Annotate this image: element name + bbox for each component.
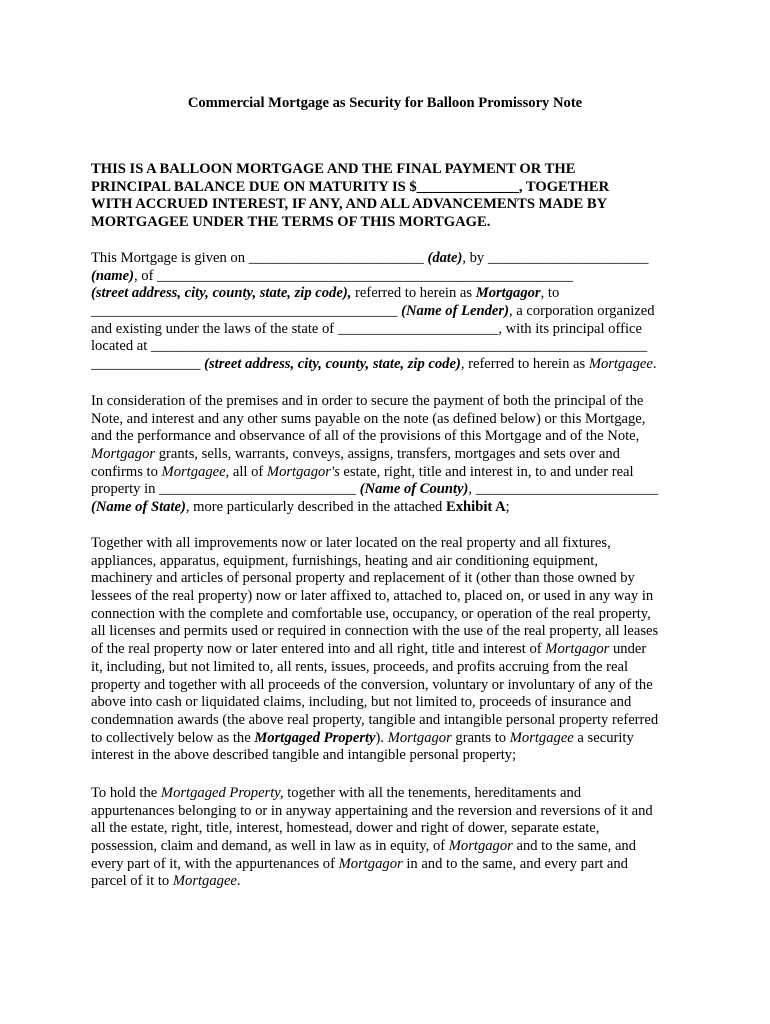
paragraph-line — [91, 268, 691, 286]
paragraph-line: condemnation awards (the above real property, tangible and intangible personal property referred — [91, 711, 659, 728]
parties-paragraph — [91, 250, 691, 374]
text-run: , by ______________________ — [462, 250, 649, 266]
address-label: (street address, city, county, state, zip code) — [204, 356, 461, 373]
paragraph-line — [91, 250, 691, 268]
paragraph-line — [91, 303, 691, 321]
paragraph-line — [91, 785, 691, 803]
notice-line: THIS IS A BALLOON MORTGAGE AND THE FINAL PAYMENT OR THE — [91, 161, 576, 177]
mortgagor-term: Mortgagor's — [266, 463, 340, 480]
improvements-paragraph — [91, 535, 691, 765]
paragraph-line — [91, 481, 691, 499]
text-run: referred to herein as — [351, 285, 476, 302]
text-run: a security — [573, 729, 634, 746]
paragraph-line — [91, 464, 691, 482]
mortgagee-term: Mortgagee — [588, 356, 653, 373]
paragraph-line — [91, 873, 691, 891]
text-run: every part of it, with the appurtenances of — [91, 855, 339, 872]
notice-line: MORTGAGEE UNDER THE TERMS OF THIS MORTGAGE. — [91, 214, 491, 231]
paragraph-line — [91, 499, 691, 517]
text-run: possession, claim and demand, as well in law as in equity, of — [91, 838, 449, 855]
mortgagee-term: Mortgagee — [172, 873, 237, 890]
paragraph-line: all licenses and permits used or required in connection with the use of the real property, all leases — [91, 623, 659, 640]
paragraph-line: connection with the complete and comfortable use, occupancy, or operation of the real property, — [91, 605, 651, 622]
text-run: , more particularly described in the attached — [185, 499, 446, 516]
paragraph-line — [91, 356, 691, 374]
text-run: and to the same, and — [512, 838, 637, 855]
consideration-paragraph — [91, 393, 691, 517]
document-title: Commercial Mortgage as Security for Balloon Promissory Note — [187, 95, 583, 111]
text-run: grants to — [451, 729, 510, 746]
name-label: (name) — [91, 267, 134, 284]
text-run: parcel of it to — [91, 873, 173, 890]
state-label: (Name of State) — [91, 499, 186, 516]
paragraph-line — [91, 641, 691, 659]
notice-line: PRINCIPAL BALANCE DUE ON MATURITY IS $______________, TOGETHER — [91, 178, 610, 195]
mortgaged-property-term: Mortgaged Property — [254, 729, 376, 746]
address-label: (street address, city, county, state, zip code), — [91, 285, 352, 302]
paragraph-line: In consideration of the premises and in order to secure the payment of both the principal of the — [91, 393, 644, 409]
text-run: , of _________________________________________________________ — [133, 267, 573, 284]
text-run: , referred to herein as — [460, 356, 589, 373]
lender-label: (Name of Lender) — [401, 303, 509, 320]
text-run: , to — [540, 285, 560, 302]
county-label: (Name of County) — [359, 481, 469, 498]
paragraph-line — [91, 285, 691, 303]
mortgagee-term: Mortgagee — [509, 729, 574, 746]
text-run: . — [652, 356, 657, 373]
paragraph-line: interest in the above described tangible and intangible personal property; — [91, 747, 517, 764]
text-run: in and to the same, and every part and — [402, 855, 628, 872]
text-run: , a corporation organized — [508, 303, 655, 320]
text-run: ; — [505, 499, 510, 516]
mortgagee-term: Mortgagee, — [161, 463, 230, 480]
text-run: under — [609, 641, 647, 658]
text-run: __________________________________________ — [91, 303, 402, 320]
text-run: This Mortgage is given on ________________________ — [91, 250, 428, 266]
mortgagor-term: Mortgagor — [545, 641, 610, 658]
text-run: _______________ — [91, 356, 205, 373]
mortgagor-term: Mortgagor — [91, 446, 156, 463]
paragraph-line: Together with all improvements now or later located on the real property and all fixtures, — [91, 535, 611, 551]
text-run: grants, sells, warrants, conveys, assigns, transfers, mortgages and sets over and — [155, 446, 620, 463]
text-run: confirms to — [91, 463, 162, 480]
paragraph-line: lessees of the real property) now or later affixed to, attached to, placed on, or used in any way in — [91, 588, 654, 605]
text-run: to collectively below as the — [91, 729, 255, 746]
mortgagor-term: Mortgagor — [475, 285, 541, 302]
notice-line: WITH ACCRUED INTEREST, IF ANY, AND ALL ADVANCEMENTS MADE BY — [91, 196, 608, 213]
text-run: , _________________________ — [468, 481, 659, 498]
date-label: (date) — [427, 250, 463, 266]
paragraph-line: machinery and articles of personal property and replacement of it (other than those owned by — [91, 570, 635, 587]
paragraph-line: it, including, but not limited to, all rents, issues, proceeds, and profits accruing from the real — [91, 658, 629, 675]
paragraph-line: Note, and interest and any other sums payable on the note (as defined below) or this Mortgage, — [91, 410, 646, 427]
text-run: estate, right, title and interest in, to and under real — [339, 463, 634, 480]
paragraph-line: above into cash or liquidated claims, including, but not limited to, proceeds of insurance and — [91, 694, 632, 711]
text-run: together with all the tenements, hereditaments and — [283, 785, 582, 801]
exhibit-reference: Exhibit A — [446, 499, 506, 516]
text-run: To hold the — [91, 785, 161, 801]
paragraph-line: property and together with all proceeds of the conversion, voluntary or involuntary of any of the — [91, 676, 653, 693]
paragraph-line: and existing under the laws of the state of ______________________, with its principal office — [91, 320, 642, 337]
paragraph-line: all the estate, right, title, interest, homestead, dower and right of dower, separate estate, — [91, 820, 600, 837]
paragraph-line — [91, 838, 691, 856]
mortgaged-property-term: Mortgaged Property, — [160, 785, 284, 801]
paragraph-line: appliances, apparatus, equipment, furnishings, heating and air conditioning equipment, — [91, 552, 599, 569]
mortgagor-term: Mortgagor — [448, 838, 513, 855]
mortgagor-term: Mortgagor — [338, 855, 403, 872]
text-run: all of — [229, 463, 267, 480]
paragraph-line — [91, 446, 691, 464]
text-run: ). — [375, 729, 388, 746]
paragraph-line: located at ____________________________________________________________________ — [91, 338, 648, 355]
paragraph-line — [91, 730, 691, 748]
paragraph-line: appurtenances belonging to or in anyway appertaining and the reversion and reversions of it and — [91, 802, 653, 819]
text-run: of the real property now or later entered into and all right, title and interest of — [91, 641, 546, 658]
text-run: . — [236, 873, 241, 890]
habendum-paragraph — [91, 785, 691, 891]
text-run: property in ___________________________ — [91, 481, 360, 498]
mortgagor-term: Mortgagor — [387, 729, 452, 746]
paragraph-line — [91, 856, 691, 874]
paragraph-line: and the performance and observance of all of the provisions of this Mortgage and of the Note, — [91, 428, 640, 445]
balloon-notice — [91, 161, 691, 232]
